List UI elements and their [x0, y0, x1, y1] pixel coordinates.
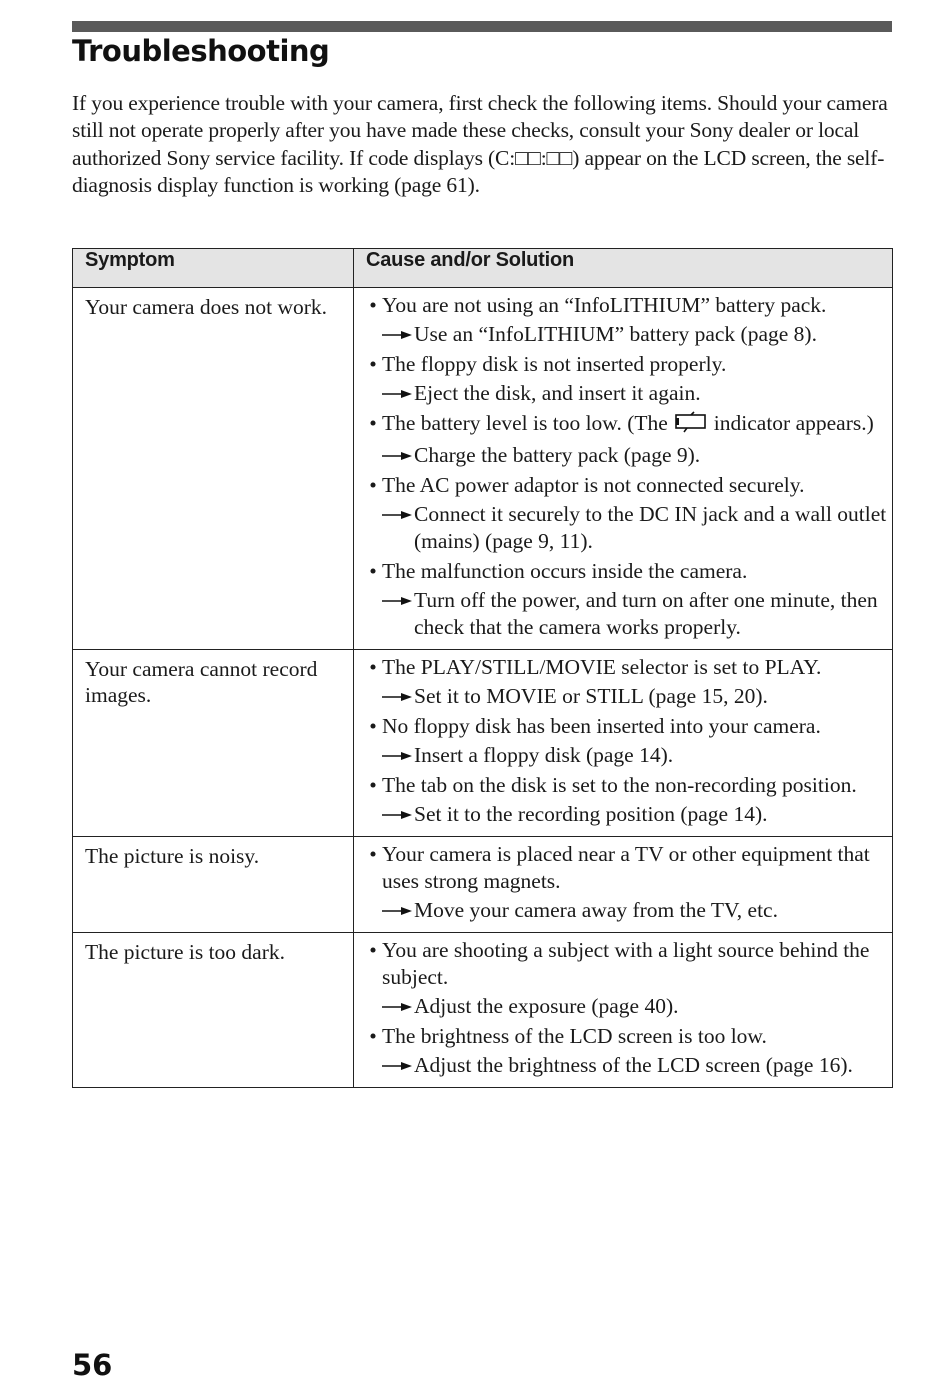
table-header-row: [73, 249, 893, 288]
page-title: Troubleshooting: [72, 34, 330, 68]
bullet: •: [369, 714, 377, 738]
solution-text: Connect it securely to the DC IN jack and a wall outlet (mains) (page 9, 11).: [414, 502, 887, 553]
page-number: 56: [72, 1348, 113, 1382]
solution-text: Set it to the recording position (page 14).: [414, 802, 768, 826]
right-arrow-icon: [382, 501, 414, 528]
cause-text: The brightness of the LCD screen is too low.: [382, 1024, 767, 1048]
cause-text: You are not using an “InfoLITHIUM” battery pack.: [382, 293, 827, 317]
troubleshooting-table: [72, 248, 893, 1088]
cause-text-part: The battery level is too low. (The: [382, 411, 668, 435]
solution-text: Eject the disk, and insert it again.: [414, 381, 701, 405]
cause-item: [364, 841, 888, 895]
solution-item: [382, 801, 888, 828]
right-arrow-icon: [382, 801, 414, 828]
bullet: •: [369, 352, 377, 376]
cause-text: No floppy disk has been inserted into your camera.: [382, 714, 821, 738]
bullet: •: [369, 559, 377, 583]
cause-item: [364, 937, 888, 991]
right-arrow-icon: [382, 1052, 414, 1079]
symptom-cell: The picture is noisy.: [73, 837, 354, 933]
cause-item: [364, 772, 888, 799]
solution-item: [382, 1052, 888, 1079]
solution-item: [382, 321, 888, 348]
symptom-cell: Your camera cannot record images.: [73, 650, 354, 837]
solution-item: [382, 380, 888, 407]
right-arrow-icon: [382, 321, 414, 348]
solution-text: Charge the battery pack (page 9).: [414, 443, 701, 467]
solution-text: Adjust the brightness of the LCD screen (page 16).: [414, 1053, 853, 1077]
cause-item: [364, 410, 888, 440]
bullet: •: [369, 411, 377, 435]
solution-text: Set it to MOVIE or STILL (page 15, 20).: [414, 684, 768, 708]
cause-item: [364, 558, 888, 585]
cause-text: The malfunction occurs inside the camera.: [382, 559, 748, 583]
bullet: •: [369, 473, 377, 497]
cause-item: [364, 713, 888, 740]
bullet: •: [369, 938, 377, 962]
right-arrow-icon: [382, 587, 414, 614]
bullet: •: [369, 773, 377, 797]
symptom-cell: The picture is too dark.: [73, 933, 354, 1088]
solution-text: Insert a floppy disk (page 14).: [414, 743, 674, 767]
intro-paragraph: If you experience trouble with your camera, first check the following items. Should your camera still not operate properly after you have made these checks, consult your Sony dealer or local authorized Sony service facility. If code displays (C:□□:□□) appear on the LCD screen, the self-diagnosis display function is working (page 61).: [72, 91, 888, 197]
table-row: [73, 837, 893, 933]
table-row: [73, 288, 893, 650]
solution-item: [382, 442, 888, 469]
bullet: •: [369, 1024, 377, 1048]
table-row: [73, 650, 893, 837]
table-row: [73, 933, 893, 1088]
solution-cell: [354, 650, 893, 837]
solution-cell: [354, 933, 893, 1088]
right-arrow-icon: [382, 380, 414, 407]
cause-text: The PLAY/STILL/MOVIE selector is set to PLAY.: [382, 655, 822, 679]
battery-low-icon: [674, 411, 708, 440]
cause-item: [364, 472, 888, 499]
right-arrow-icon: [382, 742, 414, 769]
cause-item: [364, 1023, 888, 1050]
cause-item: [364, 292, 888, 319]
cause-text: The floppy disk is not inserted properly.: [382, 352, 727, 376]
cause-item: [364, 654, 888, 681]
symptom-cell: Your camera does not work.: [73, 288, 354, 650]
cause-text: [382, 410, 888, 440]
right-arrow-icon: [382, 683, 414, 710]
cause-text: You are shooting a subject with a light source behind the subject.: [382, 938, 870, 989]
solution-item: [382, 587, 888, 641]
solution-cell: [354, 288, 893, 650]
solution-text: Adjust the exposure (page 40).: [414, 994, 679, 1018]
solution-item: [382, 993, 888, 1020]
cause-text: The tab on the disk is set to the non-recording position.: [382, 773, 857, 797]
solution-text: Turn off the power, and turn on after one minute, then check that the camera works properly.: [414, 588, 878, 639]
cause-item: [364, 351, 888, 378]
bullet: •: [369, 655, 377, 679]
right-arrow-icon: [382, 993, 414, 1020]
solution-item: [382, 501, 888, 555]
cause-text: The AC power adaptor is not connected securely.: [382, 473, 805, 497]
solution-cell: [354, 837, 893, 933]
solution-header: Cause and/or Solution: [354, 249, 893, 288]
solution-text: Move your camera away from the TV, etc.: [414, 898, 778, 922]
solution-item: [382, 742, 888, 769]
symptom-header: Symptom: [73, 249, 354, 288]
right-arrow-icon: [382, 442, 414, 469]
right-arrow-icon: [382, 897, 414, 924]
title-rule: [72, 21, 892, 32]
solution-item: [382, 683, 888, 710]
bullet: •: [369, 842, 377, 866]
solution-text: Use an “InfoLITHIUM” battery pack (page 8).: [414, 322, 817, 346]
solution-item: [382, 897, 888, 924]
bullet: •: [369, 293, 377, 317]
cause-text: Your camera is placed near a TV or other equipment that uses strong magnets.: [382, 842, 870, 893]
cause-text-part: indicator appears.): [713, 411, 874, 435]
